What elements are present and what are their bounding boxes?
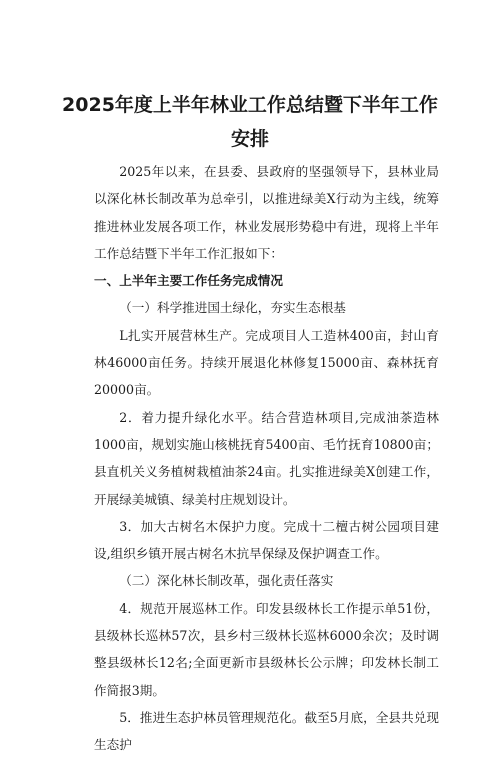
document-body — [94, 158, 439, 759]
subsection-heading-2: （二）深化林长制改革，强化责任落实 — [119, 573, 334, 589]
document-title: 2025年度上半年林业工作总结暨下半年工作安排 — [62, 94, 438, 150]
intro-paragraph: 2025年以来，在县委、县政府的坚强领导下，县林业局以深化林长制改革为总牵引，以推进绿美X行动为主线，统筹推进林业发展各项工作，林业发展形势稳中有进，现将上半年工作总结暨下半年工作汇报如下： — [94, 164, 439, 261]
item-paragraph-3: 3．加大古树名木保护力度。完成十二檀古树公园项目建设,组织乡镇开展古树名木抗旱保绿及保护调查工作。 — [94, 518, 439, 562]
item-paragraph-2: 2．着力提升绿化水平。结合营造林项目,完成油茶造林1000亩，规划实施山核桃抚育5400亩、毛竹抚育10800亩；县直机关义务植树栽植油茶24亩。扎实推进绿美X创建工作，开展绿美城镇、绿美村庄规划设计。 — [94, 409, 439, 507]
section-heading-1: 一、上半年主要工作任务完成情况 — [94, 273, 283, 289]
item-paragraph-1: L扎实开展营林生产。完成项目人工造林400亩，封山育林46000亩任务。持续开展退化林修复15000亩、森林抚育20000亩。 — [94, 327, 439, 398]
item-paragraph-5: 5．推进生态护林员管理规范化。截至5月底，全县共兑现生态护 — [94, 709, 439, 753]
subsection-heading-1: （一）科学推进国土绿化，夯实生态根基 — [119, 300, 346, 316]
item-paragraph-4: 4．规范开展巡林工作。印发县级林长工作提示单51份，县级林长巡林57次，县乡村三级林长巡林6000余次；及时调整县级林长12名;全面更新市县级林长公示牌；印发林长制工作简报3期。 — [94, 600, 439, 698]
